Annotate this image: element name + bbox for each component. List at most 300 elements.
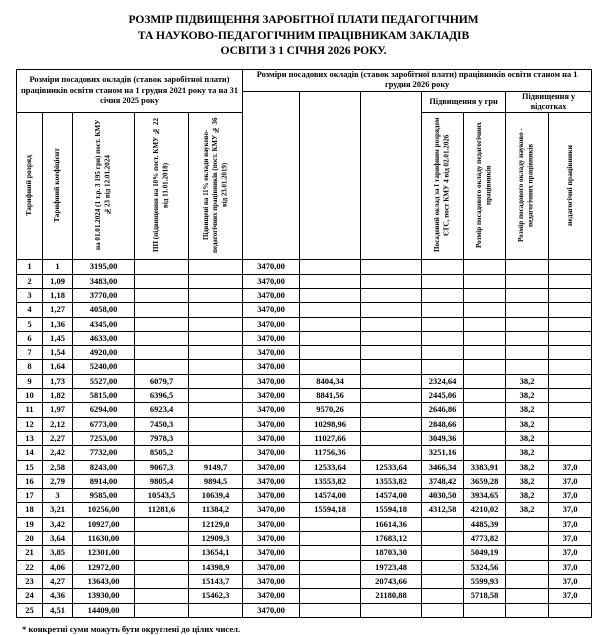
cell-ped_uah — [422, 589, 464, 603]
cell-ped_salary — [300, 346, 361, 360]
cell-base2024: 7253,00 — [73, 431, 135, 445]
cell-base2024: 6773,00 — [73, 417, 135, 431]
table-row — [17, 389, 592, 403]
cell-sci_salary — [361, 431, 422, 445]
cell-sci_uah: 5049,19 — [464, 546, 506, 560]
cell-raise11 — [189, 274, 243, 288]
cell-base2026: 3470,00 — [243, 474, 300, 488]
cell-sci_salary — [361, 331, 422, 345]
cell-ped_salary — [300, 546, 361, 560]
cell-base2024: 7732,00 — [73, 446, 135, 460]
cell-base2024: 3483,00 — [73, 274, 135, 288]
cell-sci_salary: 16614,36 — [361, 517, 422, 531]
cell-coef: 2,27 — [43, 431, 73, 445]
cell-pp10 — [135, 560, 189, 574]
cell-ped_salary: 13553,82 — [300, 474, 361, 488]
cell-coef: 1,82 — [43, 389, 73, 403]
group-header-right: Розміри посадових окладів (ставок заробітної плати) працівників освіти станом на 1 грудня 2026 року — [243, 69, 592, 91]
cell-sci_uah: 3934,65 — [464, 489, 506, 503]
cell-base2026: 3470,00 — [243, 288, 300, 302]
col-header-base2026 — [422, 113, 464, 260]
cell-pp10: 6396,5 — [135, 389, 189, 403]
cell-sci_salary — [361, 274, 422, 288]
cell-base2024: 10927,00 — [73, 517, 135, 531]
cell-ped_uah — [422, 546, 464, 560]
cell-ped_salary — [300, 360, 361, 374]
table-row — [17, 303, 592, 317]
cell-ped_salary — [300, 532, 361, 546]
cell-ped_salary — [300, 589, 361, 603]
cell-base2026: 3470,00 — [243, 346, 300, 360]
cell-sci_salary — [361, 260, 422, 274]
cell-ped_uah — [422, 260, 464, 274]
cell-base2026: 3470,00 — [243, 503, 300, 517]
cell-ped_uah — [422, 346, 464, 360]
table-row — [17, 288, 592, 302]
cell-base2026: 3470,00 — [243, 546, 300, 560]
cell-coef: 4,27 — [43, 574, 73, 588]
cell-sci_salary: 14574,00 — [361, 489, 422, 503]
cell-raise11: 9149,7 — [189, 460, 243, 474]
cell-sci_pct — [549, 431, 592, 445]
cell-ped_uah: 3748,42 — [422, 474, 464, 488]
cell-grade: 13 — [17, 431, 43, 445]
cell-ped_salary: 15594,18 — [300, 503, 361, 517]
cell-pp10: 8505,2 — [135, 446, 189, 460]
cell-sci_salary — [361, 603, 422, 617]
cell-ped_uah: 2646,86 — [422, 403, 464, 417]
cell-ped_pct — [506, 517, 549, 531]
cell-base2026: 3470,00 — [243, 574, 300, 588]
cell-ped_pct: 38,2 — [506, 503, 549, 517]
cell-ped_uah — [422, 360, 464, 374]
cell-pp10 — [135, 532, 189, 546]
title-line-2: ТА НАУКОВО-ПЕДАГОГІЧНИМ ПРАЦІВНИКАМ ЗАКЛАДІВ — [137, 28, 470, 42]
cell-ped_pct: 38,2 — [506, 417, 549, 431]
cell-coef: 4,51 — [43, 603, 73, 617]
cell-base2024: 9585,00 — [73, 489, 135, 503]
table-body — [17, 260, 592, 617]
cell-pp10 — [135, 603, 189, 617]
cell-grade: 19 — [17, 517, 43, 531]
cell-base2024: 3195,00 — [73, 260, 135, 274]
cell-raise11: 13654,1 — [189, 546, 243, 560]
cell-coef: 1,54 — [43, 346, 73, 360]
cell-ped_pct: 38,2 — [506, 431, 549, 445]
table-row — [17, 489, 592, 503]
cell-grade: 3 — [17, 288, 43, 302]
cell-ped_uah — [422, 331, 464, 345]
cell-ped_pct — [506, 574, 549, 588]
cell-sci_uah — [464, 374, 506, 388]
cell-coef: 1 — [43, 260, 73, 274]
cell-ped_pct — [506, 603, 549, 617]
cell-sci_salary: 19723,48 — [361, 560, 422, 574]
cell-sci_salary: 12533,64 — [361, 460, 422, 474]
cell-base2024: 8243,00 — [73, 460, 135, 474]
cell-sci_pct: 37,0 — [549, 517, 592, 531]
cell-grade: 14 — [17, 446, 43, 460]
cell-ped_pct — [506, 317, 549, 331]
subgroup-header-uah: Підвищення у грн — [422, 91, 506, 112]
cell-raise11: 9894,5 — [189, 474, 243, 488]
cell-sci_pct — [549, 374, 592, 388]
cell-sci_salary: 13553,82 — [361, 474, 422, 488]
cell-ped_uah — [422, 603, 464, 617]
table-row — [17, 346, 592, 360]
cell-raise11 — [189, 346, 243, 360]
salary-table — [16, 69, 592, 618]
cell-base2026: 3470,00 — [243, 560, 300, 574]
cell-pp10 — [135, 288, 189, 302]
col-header-coef-label: Тарифний коефіцієнт — [52, 148, 62, 223]
cell-base2024: 5527,00 — [73, 374, 135, 388]
cell-sci_salary: 20743,66 — [361, 574, 422, 588]
col-header-grade-label: Тарифний розряд — [24, 154, 34, 216]
cell-pp10: 7450,3 — [135, 417, 189, 431]
cell-sci_pct — [549, 274, 592, 288]
cell-sci_uah: 4773,82 — [464, 532, 506, 546]
cell-base2024: 4058,00 — [73, 303, 135, 317]
table-row — [17, 474, 592, 488]
cell-ped_uah — [422, 532, 464, 546]
cell-base2026: 3470,00 — [243, 431, 300, 445]
cell-ped_uah — [422, 288, 464, 302]
cell-grade: 21 — [17, 546, 43, 560]
cell-base2026: 3470,00 — [243, 403, 300, 417]
cell-sci_uah — [464, 303, 506, 317]
cell-ped_salary — [300, 288, 361, 302]
cell-ped_pct: 38,2 — [506, 403, 549, 417]
col-header-base2024-label: на 01.01.2024 (1 т.р. 3 195 грн) пост. КМУ №23 від 12.01.2024 — [93, 120, 112, 251]
spacer-sci-salary — [361, 91, 422, 259]
title-line-1: РОЗМІР ПІДВИЩЕННЯ ЗАРОБІТНОЇ ПЛАТИ ПЕДАГОГІЧНИМ — [128, 13, 479, 26]
cell-pp10: 11281,6 — [135, 503, 189, 517]
cell-grade: 20 — [17, 532, 43, 546]
cell-grade: 8 — [17, 360, 43, 374]
cell-coef: 1,18 — [43, 288, 73, 302]
table-row — [17, 374, 592, 388]
cell-base2024: 6294,00 — [73, 403, 135, 417]
table-row — [17, 589, 592, 603]
table-row — [17, 503, 592, 517]
cell-sci_salary: 18703,30 — [361, 546, 422, 560]
cell-sci_uah: 5324,56 — [464, 560, 506, 574]
cell-coef: 1,36 — [43, 317, 73, 331]
cell-coef: 1,64 — [43, 360, 73, 374]
cell-pp10 — [135, 317, 189, 331]
cell-sci_uah: 4210,02 — [464, 503, 506, 517]
cell-ped_pct — [506, 331, 549, 345]
col-header-base2024 — [73, 113, 135, 260]
cell-ped_pct — [506, 303, 549, 317]
cell-sci_pct: 37,0 — [549, 546, 592, 560]
cell-raise11 — [189, 331, 243, 345]
col-header-raise11 — [189, 113, 243, 260]
cell-sci_uah — [464, 331, 506, 345]
col-header-ped-uah-label: педагогічні працівники — [564, 144, 574, 226]
cell-sci_pct: 37,0 — [549, 460, 592, 474]
cell-ped_pct: 38,2 — [506, 474, 549, 488]
cell-grade: 7 — [17, 346, 43, 360]
cell-coef: 3,64 — [43, 532, 73, 546]
cell-base2026: 3470,00 — [243, 517, 300, 531]
cell-sci_pct — [549, 260, 592, 274]
col-header-sci-salary-label: Розмір посадового окладу науково - педагогічних працівників — [517, 128, 536, 243]
cell-ped_pct — [506, 589, 549, 603]
cell-sci_pct: 37,0 — [549, 560, 592, 574]
cell-base2024: 4920,00 — [73, 346, 135, 360]
cell-ped_salary: 14574,00 — [300, 489, 361, 503]
group-header-left: Розміри посадових окладів (ставок заробітної плати) працівників освіти станом на 1 грудня 2021 року та на 31 січня 2025 року — [17, 69, 243, 113]
cell-sci_uah: 3659,28 — [464, 474, 506, 488]
cell-sci_pct: 37,0 — [549, 532, 592, 546]
cell-ped_pct — [506, 274, 549, 288]
table-row — [17, 546, 592, 560]
cell-base2026: 3470,00 — [243, 317, 300, 331]
cell-raise11 — [189, 317, 243, 331]
cell-grade: 9 — [17, 374, 43, 388]
cell-sci_pct — [549, 417, 592, 431]
table-row — [17, 431, 592, 445]
col-header-grade — [17, 113, 43, 260]
cell-sci_uah — [464, 431, 506, 445]
cell-ped_uah — [422, 317, 464, 331]
cell-pp10: 6079,7 — [135, 374, 189, 388]
cell-ped_uah — [422, 274, 464, 288]
cell-ped_pct — [506, 560, 549, 574]
cell-ped_salary — [300, 603, 361, 617]
cell-coef: 2,12 — [43, 417, 73, 431]
cell-ped_uah: 4312,58 — [422, 503, 464, 517]
cell-sci_uah: 5599,93 — [464, 574, 506, 588]
cell-raise11: 11384,2 — [189, 503, 243, 517]
cell-pp10 — [135, 517, 189, 531]
cell-sci_pct — [549, 288, 592, 302]
table-row — [17, 460, 592, 474]
cell-sci_pct — [549, 389, 592, 403]
cell-base2024: 3770,00 — [73, 288, 135, 302]
cell-sci_uah — [464, 389, 506, 403]
cell-raise11 — [189, 446, 243, 460]
cell-coef: 1,27 — [43, 303, 73, 317]
table-row — [17, 331, 592, 345]
cell-base2024: 10256,00 — [73, 503, 135, 517]
cell-pp10 — [135, 303, 189, 317]
cell-coef: 3,42 — [43, 517, 73, 531]
cell-sci_pct — [549, 603, 592, 617]
cell-grade: 1 — [17, 260, 43, 274]
cell-ped_uah — [422, 574, 464, 588]
cell-grade: 17 — [17, 489, 43, 503]
cell-base2024: 8914,00 — [73, 474, 135, 488]
cell-sci_uah — [464, 446, 506, 460]
cell-coef: 2,79 — [43, 474, 73, 488]
cell-coef: 3 — [43, 489, 73, 503]
col-header-pp10-label: ПП (підвищення на 10% пост. КМУ № 22 від 11.01.2018) — [151, 118, 170, 253]
cell-sci_salary — [361, 317, 422, 331]
cell-ped_uah: 3466,34 — [422, 460, 464, 474]
cell-base2024: 5815,00 — [73, 389, 135, 403]
cell-ped_salary — [300, 317, 361, 331]
table-row — [17, 560, 592, 574]
cell-grade: 10 — [17, 389, 43, 403]
cell-base2024: 13643,00 — [73, 574, 135, 588]
table-row — [17, 574, 592, 588]
cell-ped_salary — [300, 574, 361, 588]
cell-pp10: 9805,4 — [135, 474, 189, 488]
cell-pp10 — [135, 331, 189, 345]
cell-raise11 — [189, 374, 243, 388]
cell-sci_uah — [464, 317, 506, 331]
cell-ped_pct — [506, 546, 549, 560]
cell-ped_uah: 3049,36 — [422, 431, 464, 445]
cell-base2026: 3470,00 — [243, 417, 300, 431]
col-header-coef — [43, 113, 73, 260]
cell-ped_uah: 3251,16 — [422, 446, 464, 460]
cell-ped_salary: 8841,56 — [300, 389, 361, 403]
cell-coef: 1,45 — [43, 331, 73, 345]
cell-ped_salary — [300, 303, 361, 317]
cell-base2026: 3470,00 — [243, 260, 300, 274]
cell-ped_salary — [300, 260, 361, 274]
cell-grade: 12 — [17, 417, 43, 431]
footnote: * конкретні суми можуть бути округлені до цілих чисел. — [22, 623, 241, 634]
cell-raise11: 12129,0 — [189, 517, 243, 531]
cell-sci_pct: 37,0 — [549, 489, 592, 503]
cell-ped_uah: 2324,64 — [422, 374, 464, 388]
cell-base2026: 3470,00 — [243, 532, 300, 546]
cell-raise11: 14398,9 — [189, 560, 243, 574]
cell-raise11: 15143,7 — [189, 574, 243, 588]
cell-sci_pct — [549, 446, 592, 460]
cell-raise11: 12909,3 — [189, 532, 243, 546]
cell-raise11 — [189, 431, 243, 445]
cell-base2024: 12301,00 — [73, 546, 135, 560]
cell-grade: 2 — [17, 274, 43, 288]
cell-pp10: 10543,5 — [135, 489, 189, 503]
cell-grade: 16 — [17, 474, 43, 488]
cell-coef: 2,42 — [43, 446, 73, 460]
cell-sci_uah — [464, 360, 506, 374]
cell-sci_uah: 3383,91 — [464, 460, 506, 474]
cell-sci_pct: 37,0 — [549, 503, 592, 517]
cell-sci_salary — [361, 374, 422, 388]
col-header-sci-salary — [506, 113, 549, 260]
cell-ped_uah: 2848,66 — [422, 417, 464, 431]
cell-pp10 — [135, 360, 189, 374]
cell-base2026: 3470,00 — [243, 603, 300, 617]
table-head — [17, 69, 592, 260]
cell-ped_salary: 9570,26 — [300, 403, 361, 417]
col-header-pp10 — [135, 113, 189, 260]
cell-sci_uah: 4485,39 — [464, 517, 506, 531]
cell-ped_pct: 38,2 — [506, 374, 549, 388]
group-header-row — [17, 69, 592, 91]
cell-sci_salary: 15594,18 — [361, 503, 422, 517]
cell-sci_pct — [549, 360, 592, 374]
cell-raise11 — [189, 360, 243, 374]
cell-sci_uah — [464, 274, 506, 288]
cell-pp10 — [135, 260, 189, 274]
cell-ped_uah — [422, 560, 464, 574]
cell-ped_pct — [506, 260, 549, 274]
cell-sci_salary — [361, 403, 422, 417]
cell-sci_uah — [464, 260, 506, 274]
salary-table-wrap — [16, 69, 591, 618]
cell-raise11 — [189, 417, 243, 431]
table-row — [17, 417, 592, 431]
cell-grade: 5 — [17, 317, 43, 331]
cell-base2026: 3470,00 — [243, 303, 300, 317]
cell-raise11: 10639,4 — [189, 489, 243, 503]
cell-ped_salary: 12533,64 — [300, 460, 361, 474]
cell-sci_salary: 17683,12 — [361, 532, 422, 546]
cell-sci_pct — [549, 331, 592, 345]
table-row — [17, 317, 592, 331]
cell-sci_salary — [361, 360, 422, 374]
cell-raise11 — [189, 288, 243, 302]
table-row — [17, 532, 592, 546]
cell-pp10: 6923,4 — [135, 403, 189, 417]
cell-pp10 — [135, 274, 189, 288]
cell-ped_uah — [422, 517, 464, 531]
col-header-ped-salary-label: Розмір посадового окладу педагогічних працівників — [474, 122, 493, 249]
page-title — [0, 0, 607, 59]
col-header-ped-uah — [549, 113, 592, 260]
cell-base2024: 5240,00 — [73, 360, 135, 374]
cell-ped_pct — [506, 288, 549, 302]
cell-base2026: 3470,00 — [243, 489, 300, 503]
cell-ped_salary: 11756,36 — [300, 446, 361, 460]
cell-ped_pct — [506, 532, 549, 546]
cell-coef: 4,36 — [43, 589, 73, 603]
cell-grade: 4 — [17, 303, 43, 317]
cell-sci_pct — [549, 317, 592, 331]
cell-grade: 15 — [17, 460, 43, 474]
cell-base2024: 11630,00 — [73, 532, 135, 546]
cell-grade: 25 — [17, 603, 43, 617]
cell-ped_salary: 11027,66 — [300, 431, 361, 445]
cell-coef: 1,09 — [43, 274, 73, 288]
cell-raise11: 15462,3 — [189, 589, 243, 603]
table-row — [17, 446, 592, 460]
cell-base2026: 3470,00 — [243, 460, 300, 474]
cell-base2026: 3470,00 — [243, 360, 300, 374]
cell-ped_uah: 4030,50 — [422, 489, 464, 503]
cell-ped_salary — [300, 274, 361, 288]
cell-coef: 3,85 — [43, 546, 73, 560]
cell-base2026: 3470,00 — [243, 589, 300, 603]
cell-coef: 3,21 — [43, 503, 73, 517]
cell-ped_pct: 38,2 — [506, 446, 549, 460]
cell-base2024: 13930,00 — [73, 589, 135, 603]
cell-pp10: 9067,3 — [135, 460, 189, 474]
cell-sci_salary — [361, 346, 422, 360]
cell-pp10 — [135, 589, 189, 603]
cell-raise11 — [189, 403, 243, 417]
cell-sci_pct: 37,0 — [549, 589, 592, 603]
subgroup-header-percent: Підвищення у відсотках — [506, 91, 592, 112]
cell-raise11 — [189, 603, 243, 617]
cell-sci_uah — [464, 346, 506, 360]
cell-pp10 — [135, 574, 189, 588]
title-line-3: ОСВІТИ З 1 СІЧНЯ 2026 РОКУ. — [220, 44, 387, 58]
col-header-ped-salary — [464, 113, 506, 260]
cell-base2026: 3470,00 — [243, 446, 300, 460]
cell-sci_salary: 21180,88 — [361, 589, 422, 603]
spacer-base2026 — [243, 91, 300, 259]
